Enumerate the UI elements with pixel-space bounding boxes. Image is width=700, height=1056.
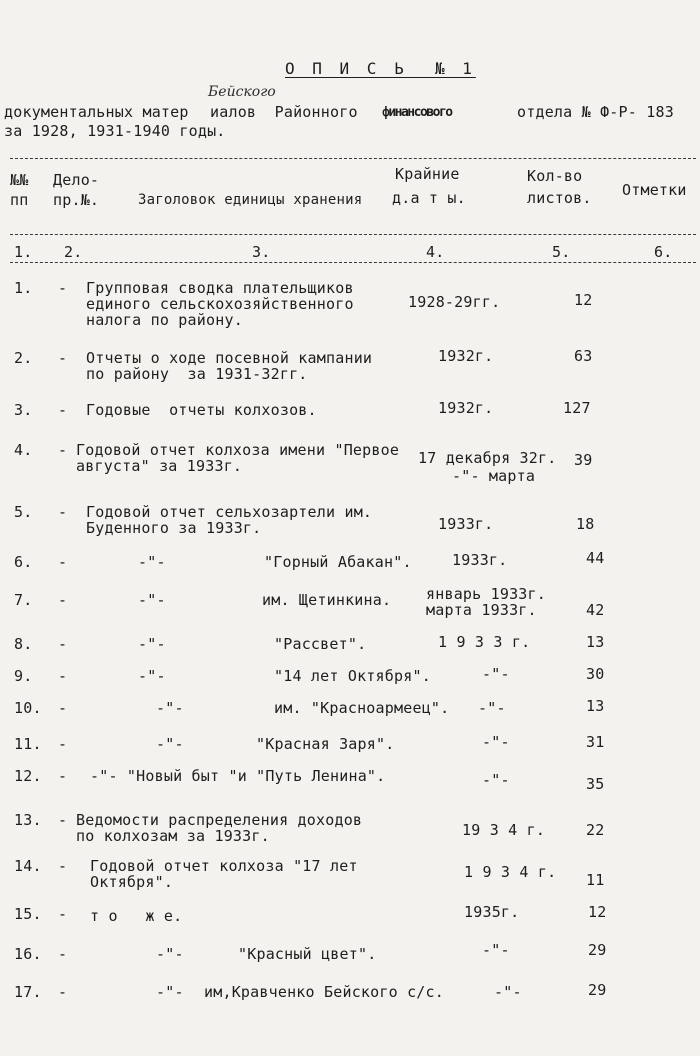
row-6-title: "Горный Абакан". [264,553,412,571]
row-11-sheets: 31 [586,733,605,751]
row-8-date: 1 9 3 3 г. [438,633,531,651]
row-2-number: 2. [14,349,33,367]
row-3-date: 1932г. [438,399,494,417]
page-title: О П И С Ь № 1 [285,59,476,78]
row-3-dash: - [58,401,68,419]
row-12-number: 12. [14,767,42,785]
row-8-sheets: 13 [586,633,605,651]
row-12-sheets: 35 [586,775,605,793]
row-16-number: 16. [14,945,42,963]
header-num-b: пп [10,191,29,209]
row-16-ditto: -"- [156,945,184,963]
row-17-ditto: -"- [156,983,184,1001]
row-4-number: 4. [14,441,33,459]
header-delo-a: Дело- [53,171,100,189]
row-14-title-1: Годовой отчет колхоза "17 лет [90,857,358,875]
row-4-title-2: августа" за 1933г. [76,457,243,475]
row-2-date: 1932г. [438,347,494,365]
row-11-dash: - [58,735,68,753]
header-dates-a: Крайние [395,165,460,183]
row-4-dash: - [58,441,68,459]
row-14-sheets: 11 [586,871,605,889]
row-10-date: -"- [478,699,506,717]
row-5-dash: - [58,503,68,521]
row-15-title: т о ж е. [90,907,183,925]
row-3-title-1: Годовые отчеты колхозов. [86,401,317,419]
subtitle-part-a: документальных матер [4,103,189,121]
row-12-title: -"- "Новый быт "и "Путь Ленина". [90,767,386,785]
row-8-title: "Рассвет". [274,635,367,653]
row-13-dash: - [58,811,68,829]
row-17-title: им,Кравченко Бейского с/с. [204,983,444,1001]
row-2-title-2: по району за 1931-32гг. [86,365,308,383]
row-6-sheets: 44 [586,549,605,567]
subtitle-part-b: иалов Районного [210,103,358,121]
row-11-date: -"- [482,733,510,751]
row-7-date-1: январь 1933г. [426,585,546,603]
row-7-number: 7. [14,591,33,609]
row-9-dash: - [58,667,68,685]
row-16-date: -"- [482,941,510,959]
colnum-3: 3. [252,243,271,261]
colnum-5: 5. [552,243,571,261]
colnum-1: 1. [14,243,33,261]
row-3-number: 3. [14,401,33,419]
row-15-sheets: 12 [588,903,607,921]
row-16-dash: - [58,945,68,963]
row-17-date: -"- [494,983,522,1001]
row-6-ditto: -"- [138,553,166,571]
header-kolvo-b: листов. [527,189,592,207]
row-7-title: им. Щетинкина. [262,591,392,609]
row-1-dash: - [58,279,68,297]
colnum-2: 2. [64,243,83,261]
row-4-sheets: 39 [574,451,593,469]
subtitle-part-c: отдела № Ф-Р- 183 [517,103,674,121]
row-7-dash: - [58,591,68,609]
row-15-dash: - [58,905,68,923]
row-10-title: им. "Красноармеец". [274,699,450,717]
row-14-number: 14. [14,857,42,875]
header-delo-b: пр.№. [53,191,100,209]
row-6-number: 6. [14,553,33,571]
row-1-title-1: Групповая сводка плательщиков [86,279,354,297]
row-10-ditto: -"- [156,699,184,717]
row-16-title: "Красный цвет". [238,945,377,963]
row-14-date: 1 9 3 4 г. [464,863,557,881]
row-13-number: 13. [14,811,42,829]
header-bottom-rule [10,262,696,263]
row-10-dash: - [58,699,68,717]
row-7-sheets: 42 [586,601,605,619]
subtitle-years: за 1928, 1931-1940 годы. [4,122,226,140]
colnum-4: 4. [426,243,445,261]
row-9-number: 9. [14,667,33,685]
row-5-number: 5. [14,503,33,521]
row-3-sheets: 127 [563,399,591,417]
row-14-dash: - [58,857,68,875]
subtitle-overstrike: финансового [382,105,452,120]
header-top-rule [10,158,696,159]
row-5-sheets: 18 [576,515,595,533]
colnum-6: 6. [654,243,673,261]
row-5-title-1: Годовой отчет сельхозартели им. [86,503,373,521]
row-15-date: 1935г. [464,903,520,921]
row-17-number: 17. [14,983,42,1001]
row-4-date-1: 17 декабря 32г. [418,449,557,467]
header-kolvo-a: Кол-во [527,167,583,185]
row-9-date: -"- [482,665,510,683]
row-13-date: 19 3 4 г. [462,821,546,839]
header-num-a: №№ [10,171,29,189]
row-10-sheets: 13 [586,697,605,715]
header-mid-rule [10,234,696,235]
row-13-sheets: 22 [586,821,605,839]
row-13-title-2: по колхозам за 1933г. [76,827,270,845]
row-1-sheets: 12 [574,291,593,309]
row-8-ditto: -"- [138,635,166,653]
row-4-date-2: -"- марта [452,467,536,485]
row-11-ditto: -"- [156,735,184,753]
row-12-dash: - [58,767,68,785]
row-10-number: 10. [14,699,42,717]
header-otmetki: Отметки [622,181,687,199]
row-8-dash: - [58,635,68,653]
row-6-dash: - [58,553,68,571]
row-12-date: -"- [482,771,510,789]
row-5-date: 1933г. [438,515,494,533]
row-15-number: 15. [14,905,42,923]
row-16-sheets: 29 [588,941,607,959]
header-title-col: Заголовок единицы хранения [138,192,363,208]
row-2-sheets: 63 [574,347,593,365]
row-2-dash: - [58,349,68,367]
row-7-date-2: марта 1933г. [426,601,537,619]
row-6-date: 1933г. [452,551,508,569]
row-17-dash: - [58,983,68,1001]
row-1-date: 1928-29гг. [408,293,501,311]
row-1-title-2: единого сельскохозяйственного [86,295,354,313]
row-4-title-1: Годовой отчет колхоза имени "Первое [76,441,400,459]
row-9-ditto: -"- [138,667,166,685]
row-9-sheets: 30 [586,665,605,683]
row-1-number: 1. [14,279,33,297]
row-7-ditto: -"- [138,591,166,609]
row-1-title-3: налога по району. [86,311,243,329]
row-14-title-2: Октября". [90,873,174,891]
row-11-title: "Красная Заря". [256,735,395,753]
row-8-number: 8. [14,635,33,653]
row-11-number: 11. [14,735,42,753]
row-5-title-2: Буденного за 1933г. [86,519,262,537]
row-2-title-1: Отчеты о ходе посевной кампании [86,349,373,367]
handwritten-insert: Бейского [208,84,276,100]
header-dates-b: д.а т ы. [392,189,466,207]
row-17-sheets: 29 [588,981,607,999]
row-9-title: "14 лет Октября". [274,667,431,685]
row-13-title-1: Ведомости распределения доходов [76,811,363,829]
